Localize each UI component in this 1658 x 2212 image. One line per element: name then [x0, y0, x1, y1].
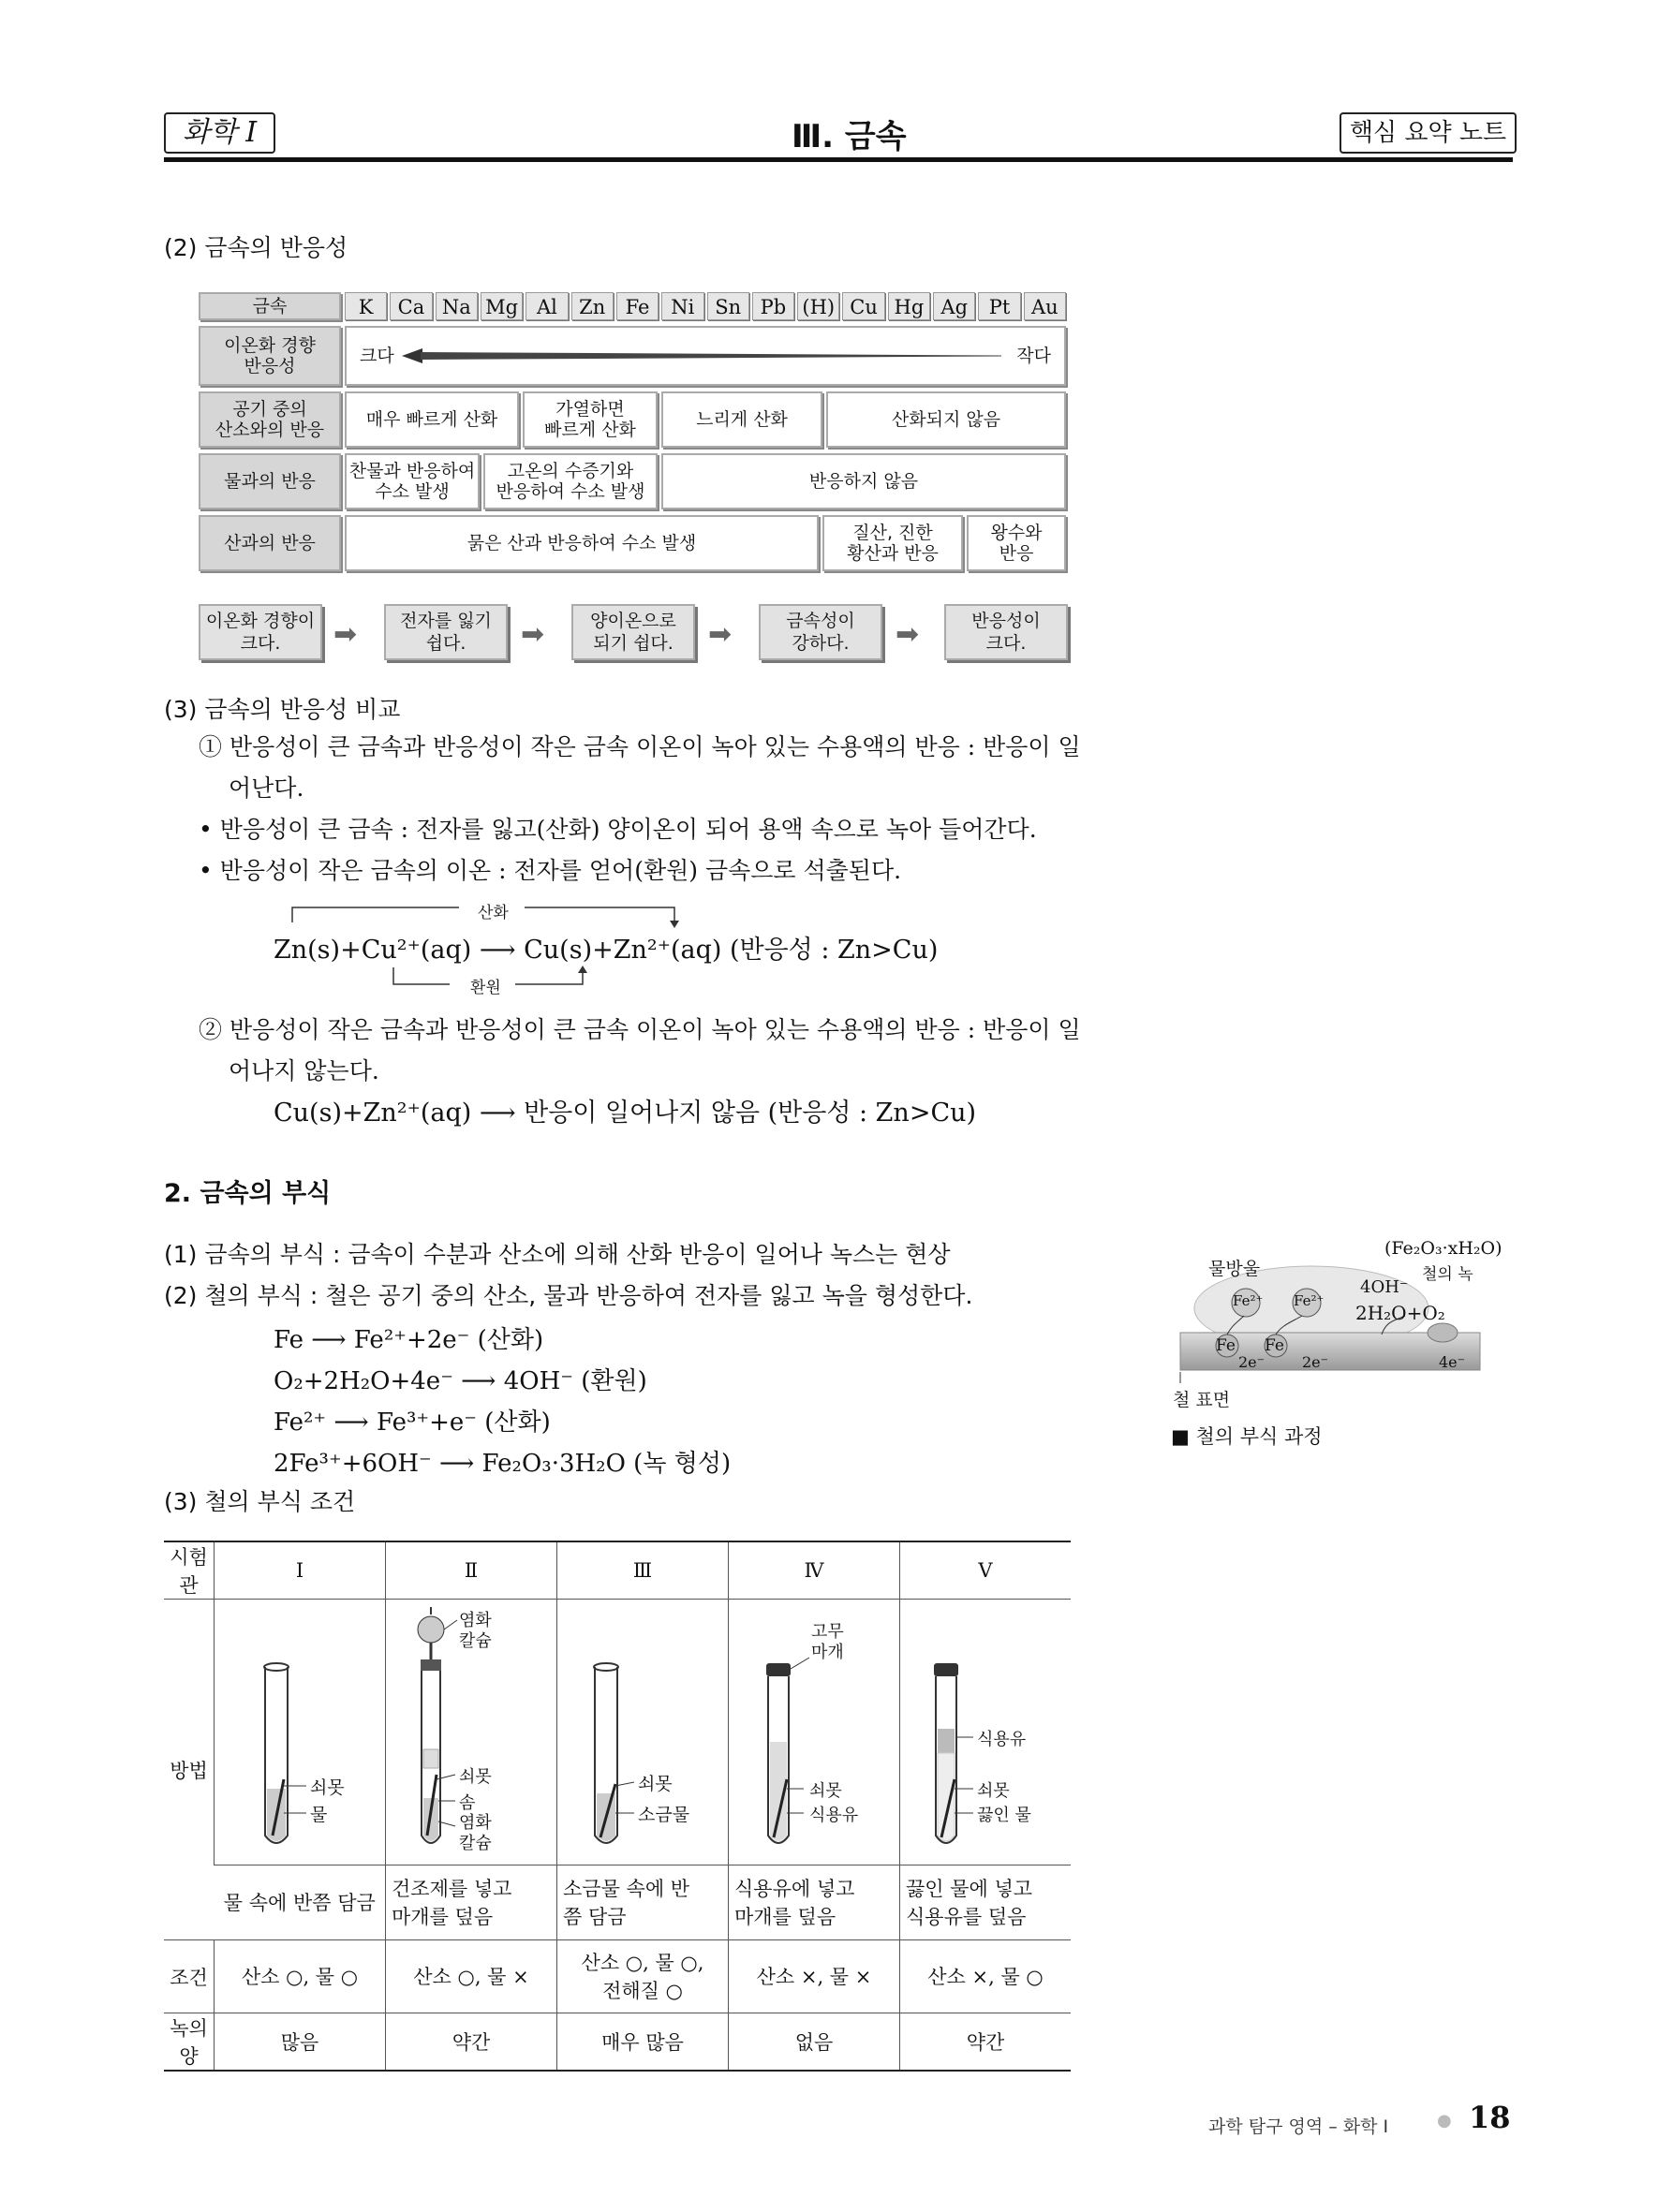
flow-step-4: 금속성이 강하다.: [759, 604, 882, 660]
corrosion-eq-4: 2Fe³⁺+6OH⁻ ⟶ Fe₂O₃·3H₂O (녹 형성): [274, 1450, 732, 1478]
air-value-4: 산화되지 않음: [826, 391, 1066, 448]
figure-caption: ■ 철의 부식 과정: [1171, 1425, 1323, 1448]
corrosion-eq-1: Fe ⟶ Fe²⁺+2e⁻ (산화): [274, 1326, 544, 1354]
metal-cell: Sn: [707, 292, 749, 320]
condition-value: 산소 ×, 물 ×: [729, 1940, 900, 2013]
compare-title: (3) 금속의 반응성 비교: [164, 696, 401, 723]
oxidation-label: 산화: [478, 904, 509, 922]
tube-label: 물: [310, 1804, 328, 1825]
condition-value: 산소 ○, 물 ×: [386, 1940, 557, 2013]
page-number: 18: [1469, 2100, 1511, 2135]
air-value-3: 느리게 산화: [661, 391, 822, 448]
metal-cell: Zn: [571, 292, 614, 320]
rust-amount: 많음: [215, 2013, 386, 2072]
electron-2e-a: 2e⁻: [1238, 1353, 1266, 1371]
air-label: 공기 중의 산소와의 반응: [199, 391, 341, 448]
ionization-right: 작다: [1016, 346, 1051, 366]
air-value-1: 매우 빠르게 산화: [345, 391, 519, 448]
metal-cell: Pt: [978, 292, 1020, 320]
rust-label: 철의 녹: [1422, 1265, 1473, 1284]
flow-arrow-icon: ➡: [708, 618, 733, 651]
item1-line1: ① 반응성이 큰 금속과 반응성이 작은 금속 이온이 녹아 있는 수용액의 반응 : 반응이 일: [199, 733, 1081, 760]
metal-cell: Ag: [933, 292, 975, 320]
corrosion-conditions-table: [164, 1541, 1071, 2072]
acid-label: 산과의 반응: [199, 515, 341, 571]
tube-figure-2: [386, 1600, 557, 1865]
rust-label: 녹의 양: [164, 2013, 215, 2072]
water-value-1: 찬물과 반응하여 수소 발생: [345, 453, 480, 509]
metal-row-label: 금속: [199, 292, 341, 320]
electron-4e: 4e⁻: [1439, 1353, 1466, 1371]
condition-value: 산소 ○, 물 ○: [215, 1940, 386, 2013]
fe-atom-b: Fe: [1265, 1336, 1284, 1355]
method-text: 물 속에 반쯤 담금: [215, 1865, 386, 1940]
condition-label: 조건: [164, 1940, 215, 2013]
table-row: [164, 2013, 1071, 2072]
corrosion-title: 2. 금속의 부식: [164, 1179, 332, 1208]
method-text: 끓인 물에 넣고 식용유를 덮음: [900, 1865, 1072, 1940]
acid-value-3: 왕수와 반응: [967, 515, 1066, 571]
flow-step-3: 양이온으로 되기 쉽다.: [571, 604, 695, 660]
metal-cell: Pb: [752, 292, 794, 320]
tube-number: Ⅱ: [386, 1541, 557, 1600]
item2-line1: ② 반응성이 작은 금속과 반응성이 큰 금속 이온이 녹아 있는 수용액의 반응 : 반응이 일: [199, 1016, 1081, 1043]
condition-value: 산소 ×, 물 ○: [900, 1940, 1072, 2013]
reduction-label: 환원: [470, 979, 501, 997]
tube-figure-4: [729, 1600, 900, 1865]
method-label: 방법: [164, 1600, 215, 1940]
header-rule: [164, 157, 1513, 162]
tube-label: 쇠못: [459, 1766, 492, 1787]
table-row: [164, 1940, 1071, 2013]
flow-step-1: 이온화 경향이 크다.: [199, 604, 322, 660]
corrosion-eq-3: Fe²⁺ ⟶ Fe³⁺+e⁻ (산화): [274, 1408, 551, 1437]
rust-formula: (Fe₂O₃·xH₂O): [1384, 1238, 1503, 1259]
water-value-3: 반응하지 않음: [661, 453, 1066, 509]
subject-label: 화학 I: [164, 112, 275, 154]
header-label: 시험관: [164, 1541, 215, 1600]
condition-value: 산소 ○, 물 ○, 전해질 ○: [557, 1940, 729, 2013]
metal-cell: Na: [436, 292, 478, 320]
flow-arrow-icon: ➡: [521, 618, 545, 651]
tube-label: 쇠못: [809, 1780, 842, 1801]
tube-label: 소금물: [638, 1804, 690, 1825]
method-text: 건조제를 넣고 마개를 덮음: [386, 1865, 557, 1940]
tube-label: 식용유: [977, 1729, 1027, 1749]
tube-label: 고무 마개: [811, 1621, 844, 1662]
bullet-2: • 반응성이 작은 금속의 이온 : 전자를 얻어(환원) 금속으로 석출된다.: [199, 857, 902, 884]
metal-cell: K: [345, 292, 387, 320]
acid-value-2: 질산, 진한 황산과 반응: [822, 515, 963, 571]
tube-number: Ⅴ: [900, 1541, 1072, 1600]
water-label: 물과의 반응: [199, 453, 341, 509]
rust-amount: 없음: [729, 2013, 900, 2072]
ionization-cell: [345, 326, 1066, 386]
tube-label: 솜: [459, 1792, 476, 1813]
tube-figure-3: [557, 1600, 729, 1865]
corrosion-line1: (1) 금속의 부식 : 금속이 수분과 산소에 의해 산화 반응이 일어나 녹스는 현상: [164, 1241, 951, 1268]
table-row: [164, 1541, 1071, 1600]
table-row: [164, 1865, 1071, 1940]
tube-label: 쇠못: [977, 1780, 1010, 1801]
note-label: 핵심 요약 노트: [1340, 112, 1517, 154]
metal-cell: Cu: [842, 292, 884, 320]
ionization-arrow: [402, 347, 1010, 365]
tube-label: 끓인 물: [977, 1805, 1031, 1825]
fe2-ion-a: Fe²⁺: [1233, 1292, 1264, 1309]
flow-step-2: 전자를 잃기 쉽다.: [384, 604, 508, 660]
chapter-title: Ⅲ. 금속: [792, 118, 907, 155]
rust-amount: 약간: [900, 2013, 1072, 2072]
tube-figure-5: [900, 1600, 1072, 1865]
item2-line2: 어나지 않는다.: [229, 1057, 379, 1084]
rust-amount: 약간: [386, 2013, 557, 2072]
fe2-ion-b: Fe²⁺: [1294, 1292, 1325, 1309]
hydroxide-label: 4OH⁻: [1360, 1277, 1409, 1297]
electron-2e-b: 2e⁻: [1302, 1353, 1329, 1371]
flow-step-5: 반응성이 크다.: [944, 604, 1068, 660]
metal-cell: Ni: [661, 292, 703, 320]
metal-cell: Au: [1024, 292, 1066, 320]
ionization-left: 크다: [360, 346, 394, 366]
metal-cell: Al: [526, 292, 568, 320]
metal-cell: Hg: [888, 292, 930, 320]
reaction-equation-1: Zn(s)+Cu²⁺(aq) ⟶ Cu(s)+Zn²⁺(aq) (반응성 : Zn>Cu): [274, 936, 939, 965]
reaction-equation-2: Cu(s)+Zn²⁺(aq) ⟶ 반응이 일어나지 않음 (반응성 : Zn>Cu): [274, 1099, 977, 1128]
corrosion-eq-2: O₂+2H₂O+4e⁻ ⟶ 4OH⁻ (환원): [274, 1367, 647, 1395]
fe-atom-a: Fe: [1216, 1336, 1236, 1355]
water-value-2: 고온의 수증기와 반응하여 수소 발생: [483, 453, 658, 509]
metal-cell: Fe: [616, 292, 659, 320]
footer-dot-icon: ●: [1437, 2111, 1452, 2131]
tube-label: 식용유: [809, 1805, 859, 1825]
reactivity-title: (2) 금속의 반응성: [164, 234, 348, 261]
tube-label: 쇠못: [310, 1777, 345, 1798]
acid-value-1: 묽은 산과 반응하여 수소 발생: [345, 515, 819, 571]
footer-text: 과학 탐구 영역 – 화학 Ⅰ: [1208, 2116, 1389, 2137]
tube-label: 염화 칼슘: [459, 1610, 492, 1651]
ionization-label: 이온화 경향 반응성: [199, 326, 341, 386]
water-oxygen-label: 2H₂O+O₂: [1355, 1302, 1445, 1324]
tube-number: Ⅲ: [557, 1541, 729, 1600]
rust-amount: 매우 많음: [557, 2013, 729, 2072]
iron-surface-label: 철 표면: [1173, 1390, 1231, 1410]
flow-arrow-icon: ➡: [333, 618, 358, 651]
tube-figure-1: [215, 1600, 386, 1865]
flow-arrow-icon: ➡: [896, 618, 920, 651]
air-value-2: 가열하면 빠르게 산화: [523, 391, 658, 448]
metal-cell: Mg: [481, 292, 523, 320]
corrosion-line3: (3) 철의 부식 조건: [164, 1488, 356, 1515]
tube-label: 염화 칼슘: [459, 1812, 492, 1853]
item1-line2: 어난다.: [229, 774, 304, 802]
tube-number: Ⅳ: [729, 1541, 900, 1600]
tube-number: Ⅰ: [215, 1541, 386, 1600]
water-drop-label: 물방울: [1208, 1259, 1261, 1279]
tube-label: 쇠못: [638, 1773, 673, 1794]
metal-cell: (H): [797, 292, 839, 320]
table-row: [164, 1600, 1071, 1865]
method-text: 식용유에 넣고 마개를 덮음: [729, 1865, 900, 1940]
metal-cell: Ca: [390, 292, 432, 320]
bullet-1: • 반응성이 큰 금속 : 전자를 잃고(산화) 양이온이 되어 용액 속으로 녹아 들어간다.: [199, 816, 1037, 843]
method-text: 소금물 속에 반 쯤 담금: [557, 1865, 729, 1940]
corrosion-line2: (2) 철의 부식 : 철은 공기 중의 산소, 물과 반응하여 전자를 잃고 녹을 형성한다.: [164, 1282, 973, 1309]
